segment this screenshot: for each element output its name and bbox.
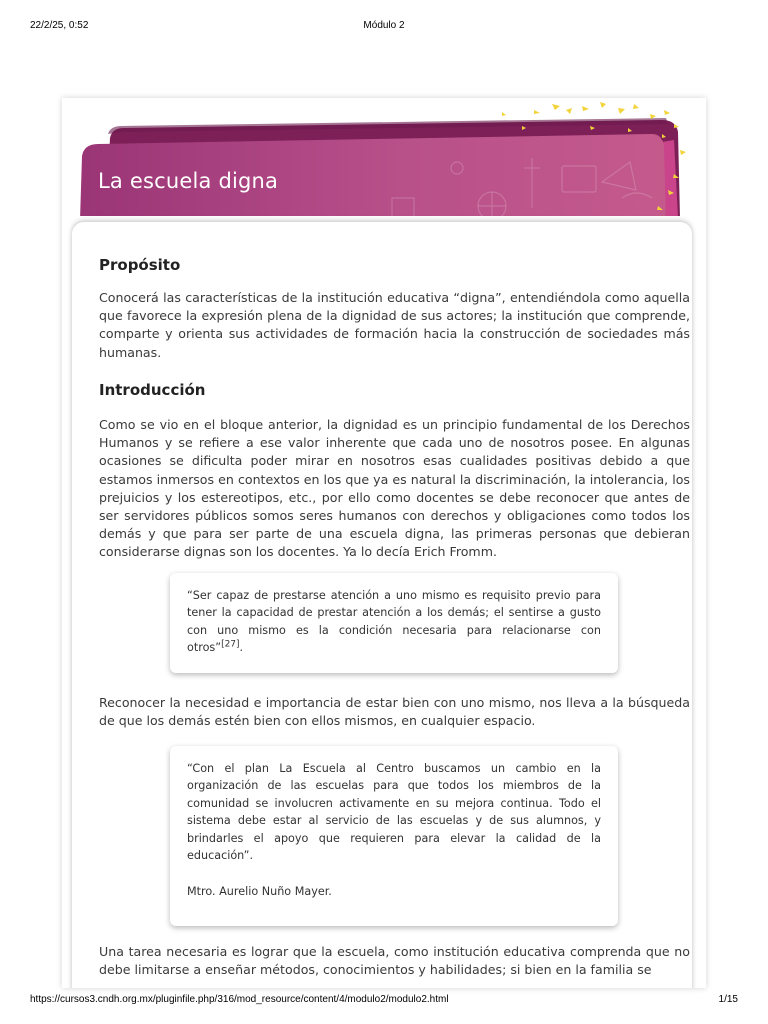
- quote-nuno-author: Mtro. Aurelio Nuño Mayer.: [187, 885, 332, 899]
- quote-fromm-end: .: [239, 641, 244, 655]
- introduction-heading: Introducción: [99, 381, 206, 399]
- quote-nuno-text: “Con el plan La Escuela al Centro buscamos un cambio en la organización de las escuelas para que todos los miembros de la comunidad se involucren activamente en su mejora continua. Todo el sistema debe estar al servicio de las escuelas y de sus alumnos, y brindarles el apoyo que requieren para elevar la calidad de la educación”.: [187, 762, 601, 863]
- quote-fromm-text: “Ser capaz de prestarse atención a uno mismo es requisito previo para tener la capacidad de prestar atención a los demás; el sentirse a gusto con uno mismo es la condición necesaria para relacionarse con otros”: [187, 589, 601, 655]
- content-card: [72, 222, 692, 988]
- print-url: https://cursos3.cndh.org.mx/pluginfile.php/316/mod_resource/content/4/modulo2/modulo2.html: [30, 994, 449, 1005]
- print-document-title: Módulo 2: [363, 20, 405, 31]
- quote-box-fromm: [170, 573, 618, 673]
- middle-paragraph: Reconocer la necesidad e importancia de estar bien con uno mismo, nos lleva a la búsqueda de que los demás estén bien con ellos mismos, en cualquier espacio.: [99, 695, 690, 729]
- banner-title: La escuela digna: [98, 169, 279, 193]
- footnote-reference[interactable]: [27]: [221, 639, 240, 650]
- print-page-number: 1/15: [718, 994, 738, 1005]
- module-banner: [62, 98, 706, 223]
- quote-fromm: [170, 573, 618, 657]
- quote-box-nuno: [170, 746, 618, 926]
- introduction-paragraph: Como se vio en el bloque anterior, la dignidad es un principio fundamental de los Derechos Humanos y se refiere a ese valor inherente que cada uno de nosotros posee. En algunas ocasiones se dificulta poder mirar en nosotros esas cualidades positivas debido a que estamos inmersos en contextos en los que ya es natural la discriminación, la intolerancia, los prejuicios y los estereotipos, etc., por ello como docentes se debe reconocer que antes de ser servidores públicos somos seres humanos con derechos y obligaciones como todos los demás y que para ser parte de una escuela digna, las primeras personas que debieran considerarse dignas son los docentes. Ya lo decía Erich Fromm.: [99, 417, 690, 560]
- print-datetime: 22/2/25, 0:52: [30, 20, 89, 31]
- purpose-paragraph: Conocerá las características de la institución educativa “digna”, entendiéndola como aquella que favorece la expresión plena de la dignidad de sus actores; la institución que comprende, comparte y orienta sus actividades de formación hacia la construcción de sociedades más humanas.: [99, 290, 690, 360]
- document-page: [62, 98, 706, 988]
- final-paragraph: Una tarea necesaria es lograr que la escuela, como institución educativa comprenda que no debe limitarse a enseñar métodos, conocimientos y habilidades; si bien en la familia se: [99, 944, 690, 978]
- banner-illustration: [62, 98, 706, 223]
- print-header: [0, 20, 768, 34]
- purpose-heading: Propósito: [99, 256, 181, 274]
